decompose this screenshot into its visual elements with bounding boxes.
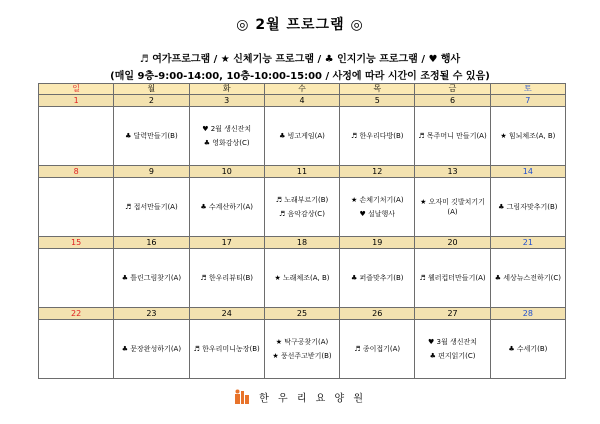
day-programs bbox=[189, 249, 264, 308]
day-programs bbox=[490, 178, 565, 237]
program-item: ♬ 한우리다방(B) bbox=[350, 132, 404, 140]
date-row bbox=[39, 308, 566, 320]
program-item: ♬ 웰러컵터만들기(A) bbox=[419, 274, 486, 282]
program-item: ♣ 문장완성하기(A) bbox=[121, 345, 182, 353]
day-programs bbox=[340, 320, 415, 379]
date-cell: 5 bbox=[340, 95, 415, 107]
date-cell: 16 bbox=[114, 237, 189, 249]
day-programs bbox=[490, 249, 565, 308]
date-cell: 12 bbox=[340, 166, 415, 178]
day-programs bbox=[340, 178, 415, 237]
footer bbox=[0, 389, 600, 405]
date-row bbox=[39, 237, 566, 249]
program-item: ♣ 틀린그림찾기(A) bbox=[121, 274, 182, 282]
program-item: ♬ 목주머니 만들기(A) bbox=[418, 132, 487, 140]
program-item: ★ 탁구공찾기(A) bbox=[275, 338, 329, 346]
legend-line: ♬ 여가프로그램 / ★ 신체기능 프로그램 / ♣ 인지기능 프로그램 / ♥ 행사 bbox=[139, 54, 461, 65]
weekday-header: 목 bbox=[340, 84, 415, 95]
program-item: ♥ 설날행사 bbox=[359, 210, 396, 218]
program-item: ♬ 접서만들기(A) bbox=[125, 203, 178, 211]
day-programs bbox=[340, 249, 415, 308]
program-item: ♣ 달력만들기(B) bbox=[125, 132, 178, 140]
date-cell: 10 bbox=[189, 166, 264, 178]
day-programs bbox=[490, 107, 565, 166]
program-item: ♣ 영화감상(C) bbox=[203, 139, 250, 147]
program-item: ♣ 수계산하기(A) bbox=[200, 203, 253, 211]
day-programs bbox=[39, 320, 114, 379]
footer-org-name: 한 우 리 요 양 원 bbox=[259, 393, 367, 405]
program-item: ♬ 종이접기(A) bbox=[354, 345, 401, 353]
day-programs bbox=[490, 320, 565, 379]
day-programs bbox=[114, 107, 189, 166]
day-programs bbox=[264, 249, 339, 308]
date-cell: 3 bbox=[189, 95, 264, 107]
day-programs bbox=[39, 249, 114, 308]
date-cell: 17 bbox=[189, 237, 264, 249]
date-cell: 24 bbox=[189, 308, 264, 320]
day-programs bbox=[189, 320, 264, 379]
day-programs bbox=[264, 178, 339, 237]
date-cell: 28 bbox=[490, 308, 565, 320]
day-programs bbox=[114, 178, 189, 237]
program-item: ★ 손체기처기(A) bbox=[350, 196, 404, 204]
program-item: ♥ 2월 생신잔치 bbox=[202, 125, 252, 133]
day-programs bbox=[39, 107, 114, 166]
day-programs bbox=[264, 320, 339, 379]
program-item: ♬ 한우리뷰티(B) bbox=[200, 274, 253, 282]
date-row bbox=[39, 95, 566, 107]
weekday-header: 월 bbox=[114, 84, 189, 95]
weekday-header: 화 bbox=[189, 84, 264, 95]
date-cell: 14 bbox=[490, 166, 565, 178]
day-programs bbox=[189, 107, 264, 166]
program-row bbox=[39, 320, 566, 379]
date-cell: 11 bbox=[264, 166, 339, 178]
day-programs bbox=[415, 249, 490, 308]
program-row bbox=[39, 107, 566, 166]
program-calendar bbox=[38, 83, 566, 379]
weekday-header: 일 bbox=[39, 84, 114, 95]
date-cell: 23 bbox=[114, 308, 189, 320]
date-cell: 2 bbox=[114, 95, 189, 107]
date-cell: 7 bbox=[490, 95, 565, 107]
day-programs bbox=[39, 178, 114, 237]
program-item: ♣ 그림자맞추기(B) bbox=[498, 203, 558, 211]
program-item: ♣ 퍼즐맞추기(B) bbox=[350, 274, 404, 282]
program-item: ♣ 편지읽기(C) bbox=[429, 352, 476, 360]
date-row bbox=[39, 166, 566, 178]
date-cell: 1 bbox=[39, 95, 114, 107]
weekday-header: 금 bbox=[415, 84, 490, 95]
day-programs bbox=[340, 107, 415, 166]
day-programs bbox=[264, 107, 339, 166]
weekday-header-row bbox=[39, 84, 566, 95]
day-programs bbox=[415, 178, 490, 237]
date-cell: 26 bbox=[340, 308, 415, 320]
weekday-header: 토 bbox=[490, 84, 565, 95]
date-cell: 15 bbox=[39, 237, 114, 249]
day-programs bbox=[114, 320, 189, 379]
program-item: ★ 힘뇌체조(A, B) bbox=[500, 132, 556, 140]
date-cell: 6 bbox=[415, 95, 490, 107]
day-programs bbox=[415, 107, 490, 166]
program-item: ♣ 빙고게임(A) bbox=[279, 132, 325, 140]
date-cell: 4 bbox=[264, 95, 339, 107]
hours-line: (매일 9층-9:00-14:00, 10층-10:00-15:00 / 사정에 따라 시간이 조정될 수 있음) bbox=[110, 71, 490, 82]
program-item: ♣ 세상뉴스전하기(C) bbox=[494, 274, 561, 282]
date-cell: 25 bbox=[264, 308, 339, 320]
program-item: ♬ 노래부르기(B) bbox=[275, 196, 329, 204]
date-cell: 21 bbox=[490, 237, 565, 249]
date-cell: 22 bbox=[39, 308, 114, 320]
program-item: ★ 풍선주고받기(B) bbox=[272, 352, 332, 360]
date-cell: 13 bbox=[415, 166, 490, 178]
day-programs bbox=[114, 249, 189, 308]
date-cell: 9 bbox=[114, 166, 189, 178]
program-item: ♣ 수세기(B) bbox=[508, 345, 548, 353]
date-cell: 27 bbox=[415, 308, 490, 320]
program-item: ♬ 한우리미니농장(B) bbox=[193, 345, 260, 353]
date-cell: 18 bbox=[264, 237, 339, 249]
program-item: ★ 노래체조(A, B) bbox=[274, 274, 330, 282]
day-programs bbox=[415, 320, 490, 379]
weekday-header: 수 bbox=[264, 84, 339, 95]
date-cell: 20 bbox=[415, 237, 490, 249]
date-cell: 19 bbox=[340, 237, 415, 249]
program-item: ♥ 3월 생신잔치 bbox=[428, 338, 478, 346]
care-home-logo-icon bbox=[234, 389, 250, 405]
program-item: ★ 오자미 깃발치기기(A) bbox=[420, 198, 485, 216]
date-cell: 8 bbox=[39, 166, 114, 178]
program-row bbox=[39, 178, 566, 237]
program-item: ♬ 음악감상(C) bbox=[279, 210, 325, 218]
page-title: ◎ 2월 프로그램 ◎ bbox=[236, 17, 364, 33]
program-row bbox=[39, 249, 566, 308]
day-programs bbox=[189, 178, 264, 237]
